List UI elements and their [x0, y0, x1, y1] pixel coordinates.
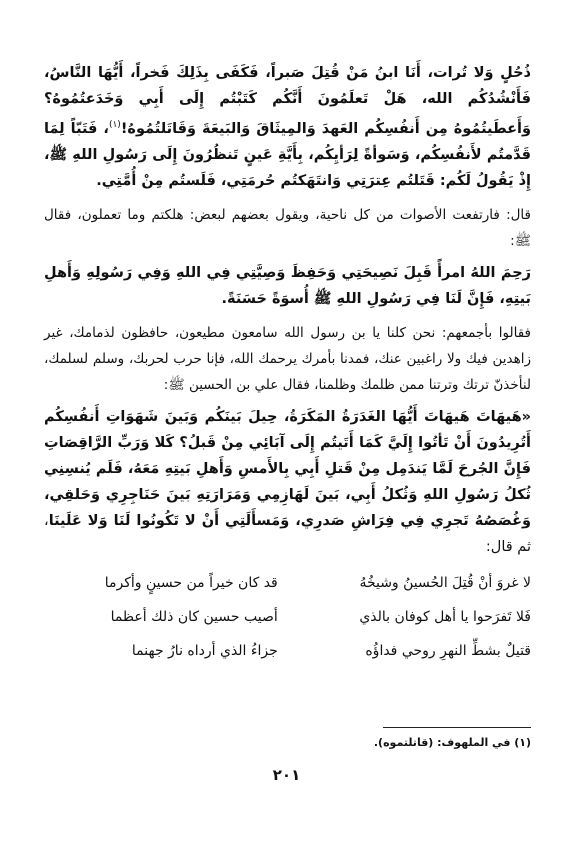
verse-second-hemistich: قد كان خيراً من حسينٍ وأكرما [104, 574, 278, 591]
poem [44, 568, 531, 666]
verse-first-hemistich: قتيلٌ بشطِّ النهرِ روحي فداؤُه [365, 642, 531, 659]
footnote: (١) في الملهوف: (قاتلتموه). [373, 736, 531, 749]
quote-paragraph-3-tail: ، ثم قال: [44, 512, 531, 555]
page-body [44, 60, 531, 670]
poem-verse [44, 602, 531, 632]
narration-paragraph-2: فقالوا بأجمعهم: نحن كلنا يا بن رسول الله سامعون مطيعون، حافظون لذمامك، غير زاهدين فيك ولا راغبين عنك، فمدنا بأمرك يرحمك الله، فإنا حرب لحربك، وسلم لسلمك، لنأخذنّ ترتك وترتنا ممن ظلمك وظلمنا، فقال علي بن الحسين ﷺ: [44, 324, 531, 393]
quote-paragraph-3 [44, 404, 531, 560]
footnote-divider [383, 727, 531, 728]
verse-second-hemistich: أصيب حسين كان ذلك أعظما [110, 608, 278, 625]
quote-paragraph-1-text: ذُحُلٍ وَلا تُرات، أَنَا ابنُ مَنْ قُتِلَ صَبراً، فَكَفَى بِذَلِكَ فَخراً، أَيُّهَا النَّاسُ، فَأَنْشُدُكُم الله، هَلْ تَعلَمُونَ أَنَّكُم كَتَبْتُم إِلَى أَبِي وَخَدَعتُمُوهُ؟ وَأَعطَيتُمُوهُ مِن أَنفُسِكُم العَهدَ وَالمِيثَاقَ وَالبَيعَةَ وَقَاتَلتُمُوهُ! [44, 65, 531, 137]
quote-paragraph-3-text: «هَيهَاتَ هَيهَاتَ أَيُّهَا الغَدَرَةُ المَكَرَةُ، حِيلَ بَينَكُم وَبَينَ شَهَوَاتِ أَنفُسِكُم أَتُرِيدُونَ أَنْ تَأتُوا إِلَيَّ كَمَا أَتَيتُم إِلَى آبَائِي مِنْ قَبلُ؟ كَلا وَرَبِّ الرَّاقِصَاتِ فَإِنَّ الجُرحَ لَمَّا يَندَمِل مِنْ قَتلِ أَبِي بِالأَمسِ وَأَهلِ بَيتِهِ مَعَهُ، فَلَم يُنسِنِي ثُكلُ رَسُولِ اللهِ وَثُكلُ أَبِي، بَينَ لَهَازِمِي وَمَرَارَتِهِ بَينَ حَنَاجِرِي وَحَلقِي، وَغُصَصُهُ تَجرِي فِي فِرَاشِ صَدرِي، وَمَسأَلَتِي أَنْ لا تَكُونُوا لَنَا وَلا عَلَينَا [44, 408, 531, 529]
narration-paragraph-1: قال: فارتفعت الأصوات من كل ناحية، ويقول بعضهم لبعض: هلكتم وما تعملون، فقال ﷺ: [44, 206, 531, 249]
footnote-marker[interactable]: (١) [108, 120, 121, 130]
verse-first-hemistich: لا غروَ أنْ قُتِلَ الحُسينُ وشيخُهُ [359, 574, 531, 591]
quote-paragraph-2: رَحِمَ اللهُ امرأً قَبِلَ نَصِيحَتِي وَحَفِظَ وَصِيَّتِي فِي اللهِ وَفِي رَسُولِهِ وَأَهلِ بَيتِهِ، فَإِنَّ لَنَا فِي رَسُولِ اللهِ ﷺ أُسوَةً حَسَنَةً. [44, 264, 531, 307]
poem-verse [44, 568, 531, 598]
quote-paragraph-1-continuation: ، فَتَبّاً لِمَا قَدَّمتُم لأَنفُسِكُم، وَسَوأةً لِرَأيِكُم، بِأَيَّةِ عَينٍ تَنظُرُونَ إِلَى رَسُولِ اللهِ ﷺ، إِذْ يَقُولُ لَكُم: قَتَلتُم عِترَتِي وَانتَهَكتُم حُرمَتِي، فَلَستُم مِنْ أُمَّتِي. [44, 120, 531, 189]
verse-first-hemistich: فَلا تَفرَحوا يا أهل كوفان بالذي [359, 608, 531, 625]
poem-verse [44, 636, 531, 666]
verse-second-hemistich: جزاءُ الذي أرداه نارُ جهنما [131, 642, 278, 659]
page-number: ٢٠١ [272, 766, 301, 784]
quote-paragraph-1 [44, 60, 531, 194]
